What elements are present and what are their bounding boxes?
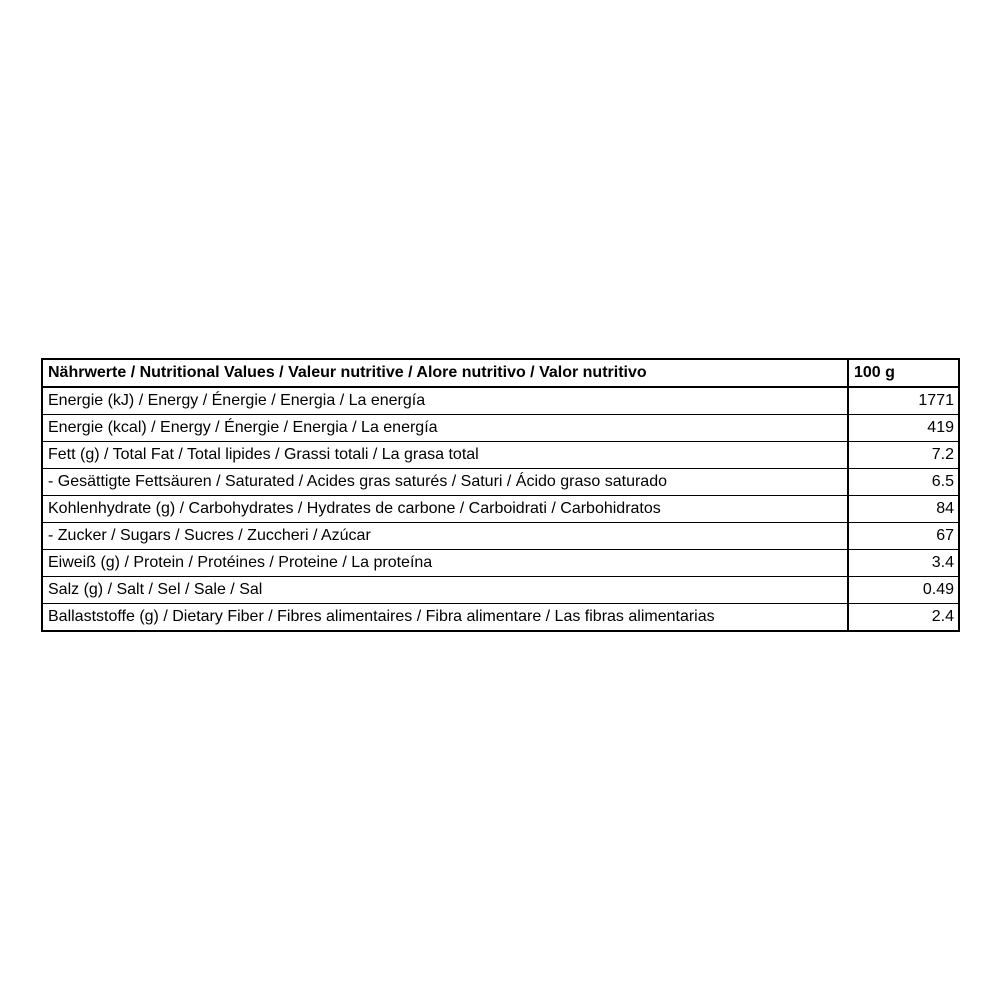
row-value: 84	[848, 496, 959, 523]
table-row	[42, 604, 959, 632]
row-value: 3.4	[848, 550, 959, 577]
table-header-row	[42, 359, 959, 387]
table-row	[42, 415, 959, 442]
row-value: 0.49	[848, 577, 959, 604]
row-value: 1771	[848, 387, 959, 415]
table-row	[42, 387, 959, 415]
row-label: Energie (kcal) / Energy / Énergie / Energia / La energía	[42, 415, 848, 442]
row-label: Eiweiß (g) / Protein / Protéines / Proteine / La proteína	[42, 550, 848, 577]
table-row	[42, 442, 959, 469]
table-row	[42, 550, 959, 577]
row-value: 6.5	[848, 469, 959, 496]
row-value: 2.4	[848, 604, 959, 632]
header-amount: 100 g	[848, 359, 959, 387]
row-label: - Gesättigte Fettsäuren / Saturated / Acides gras saturés / Saturi / Ácido graso saturado	[42, 469, 848, 496]
row-value: 419	[848, 415, 959, 442]
row-label: Energie (kJ) / Energy / Énergie / Energia / La energía	[42, 387, 848, 415]
row-label: Ballaststoffe (g) / Dietary Fiber / Fibres alimentaires / Fibra alimentare / Las fibras alimentarias	[42, 604, 848, 632]
table-row	[42, 577, 959, 604]
row-value: 7.2	[848, 442, 959, 469]
table-row	[42, 496, 959, 523]
row-label: Fett (g) / Total Fat / Total lipides / Grassi totali / La grasa total	[42, 442, 848, 469]
row-label: - Zucker / Sugars / Sucres / Zuccheri / Azúcar	[42, 523, 848, 550]
row-value: 67	[848, 523, 959, 550]
row-label: Salz (g) / Salt / Sel / Sale / Sal	[42, 577, 848, 604]
header-label: Nährwerte / Nutritional Values / Valeur nutritive / Alore nutritivo / Valor nutritivo	[42, 359, 848, 387]
table-row	[42, 523, 959, 550]
table-row	[42, 469, 959, 496]
nutrition-table	[41, 358, 960, 632]
row-label: Kohlenhydrate (g) / Carbohydrates / Hydrates de carbone / Carboidrati / Carbohidratos	[42, 496, 848, 523]
